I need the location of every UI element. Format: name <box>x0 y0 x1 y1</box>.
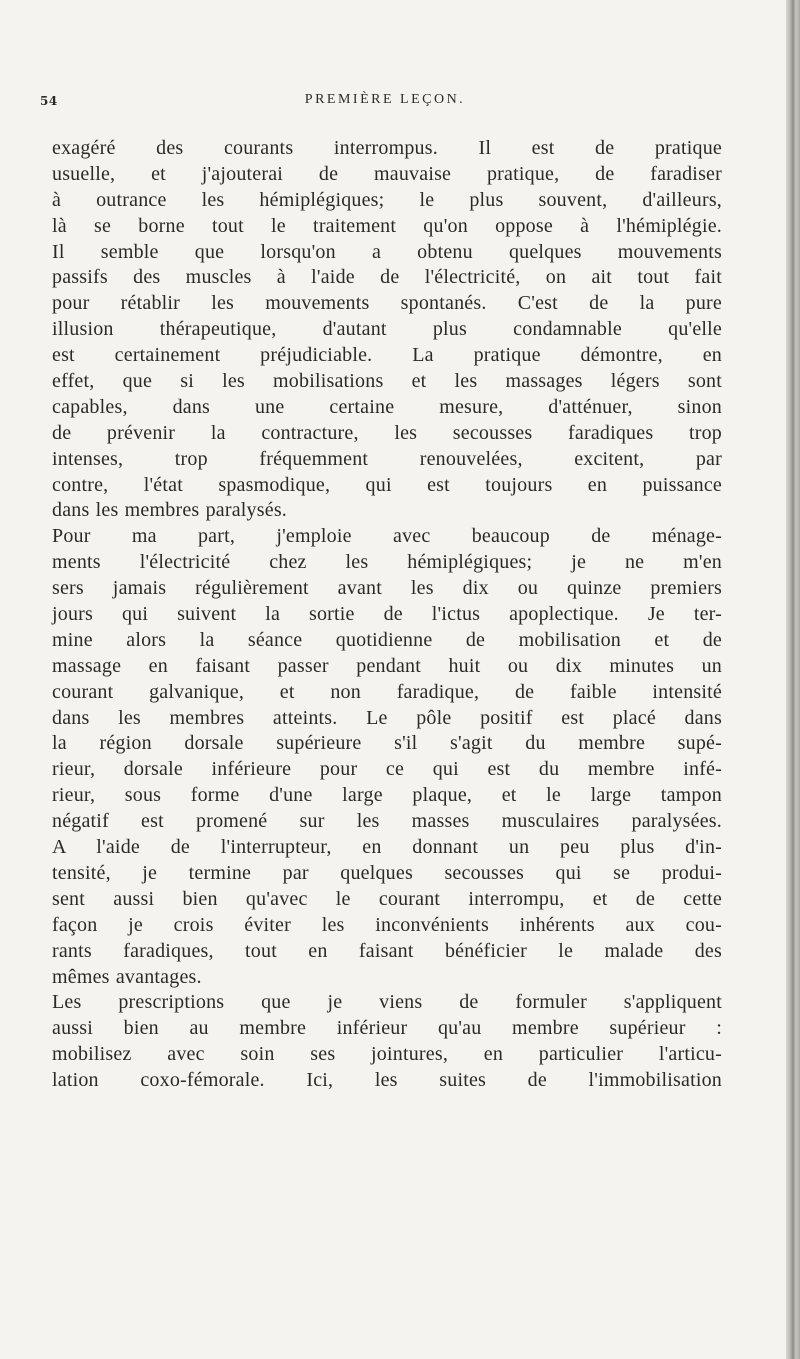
text-line: mêmes avantages. <box>52 965 202 988</box>
text-line: A l'aide de l'interrupteur, en donnant un peu plus d'in- <box>52 836 722 859</box>
text-line: rants faradiques, tout en faisant bénéficier le malade des <box>52 939 722 962</box>
text-line: passifs des muscles à l'aide de l'électricité, on ait tout fait <box>52 266 722 289</box>
text-line: Il semble que lorsqu'on a obtenu quelques mouvements <box>52 240 722 263</box>
text-line: est certainement préjudiciable. La pratique démontre, en <box>52 344 722 367</box>
text-line: intenses, trop fréquemment renouvelées, excitent, par <box>52 447 722 470</box>
text-line: rieur, sous forme d'une large plaque, et le large tampon <box>52 784 722 807</box>
text-line: massage en faisant passer pendant huit ou dix minutes un <box>52 654 722 677</box>
text-line: capables, dans une certaine mesure, d'atténuer, sinon <box>52 395 722 418</box>
text-line: là se borne tout le traitement qu'on oppose à l'hémiplégie. <box>52 214 722 237</box>
text-line: illusion thérapeutique, d'autant plus condamnable qu'elle <box>52 318 722 341</box>
body-text <box>52 136 722 1094</box>
text-line: Pour ma part, j'emploie avec beaucoup de ménage- <box>52 525 722 548</box>
text-line: négatif est promené sur les masses musculaires paralysées. <box>52 810 722 833</box>
text-line: sers jamais régulièrement avant les dix ou quinze premiers <box>52 577 722 600</box>
text-line: aussi bien au membre inférieur qu'au membre supérieur : <box>52 1017 722 1040</box>
text-line: sent aussi bien qu'avec le courant interrompu, et de cette <box>52 887 722 910</box>
text-line: Les prescriptions que je viens de formuler s'appliquent <box>52 991 722 1014</box>
text-line: exagéré des courants interrompus. Il est de pratique <box>52 137 722 159</box>
text-line: dans les membres paralysés. <box>52 499 288 522</box>
text-line: tensité, je termine par quelques secousses qui se produi- <box>52 861 722 884</box>
page-edge-shadow <box>786 0 800 1359</box>
text-line: effet, que si les mobilisations et les massages légers sont <box>52 370 722 393</box>
text-line: façon je crois éviter les inconvénients inhérents aux cou- <box>52 913 722 936</box>
text-line: mobilisez avec soin ses jointures, en particulier l'articu- <box>52 1043 722 1066</box>
text-line: dans les membres atteints. Le pôle positif est placé dans <box>52 706 722 729</box>
text-line: jours qui suivent la sortie de l'ictus apoplectique. Je ter- <box>52 603 722 626</box>
page-header <box>40 92 730 116</box>
text-line: courant galvanique, et non faradique, de faible intensité <box>52 680 722 703</box>
running-head: PREMIÈRE LEÇON. <box>304 92 466 107</box>
text-line: la région dorsale supérieure s'il s'agit du membre supé- <box>52 732 722 755</box>
text-line: lation coxo-fémorale. Ici, les suites de l'immobilisation <box>52 1069 722 1092</box>
text-line: à outrance les hémiplégiques; le plus souvent, d'ailleurs, <box>52 188 722 211</box>
text-line: rieur, dorsale inférieure pour ce qui est du membre infé- <box>52 758 722 781</box>
text-line: ments l'électricité chez les hémiplégiques; je ne m'en <box>52 551 722 574</box>
text-line: usuelle, et j'ajouterai de mauvaise pratique, de faradiser <box>52 162 722 185</box>
text-line: mine alors la séance quotidienne de mobilisation et de <box>52 628 722 651</box>
text-line: pour rétablir les mouvements spontanés. C'est de la pure <box>52 292 722 315</box>
page-number: 54 <box>40 94 58 108</box>
text-line: de prévenir la contracture, les secousses faradiques trop <box>52 421 722 444</box>
text-line: contre, l'état spasmodique, qui est toujours en puissance <box>52 473 722 496</box>
